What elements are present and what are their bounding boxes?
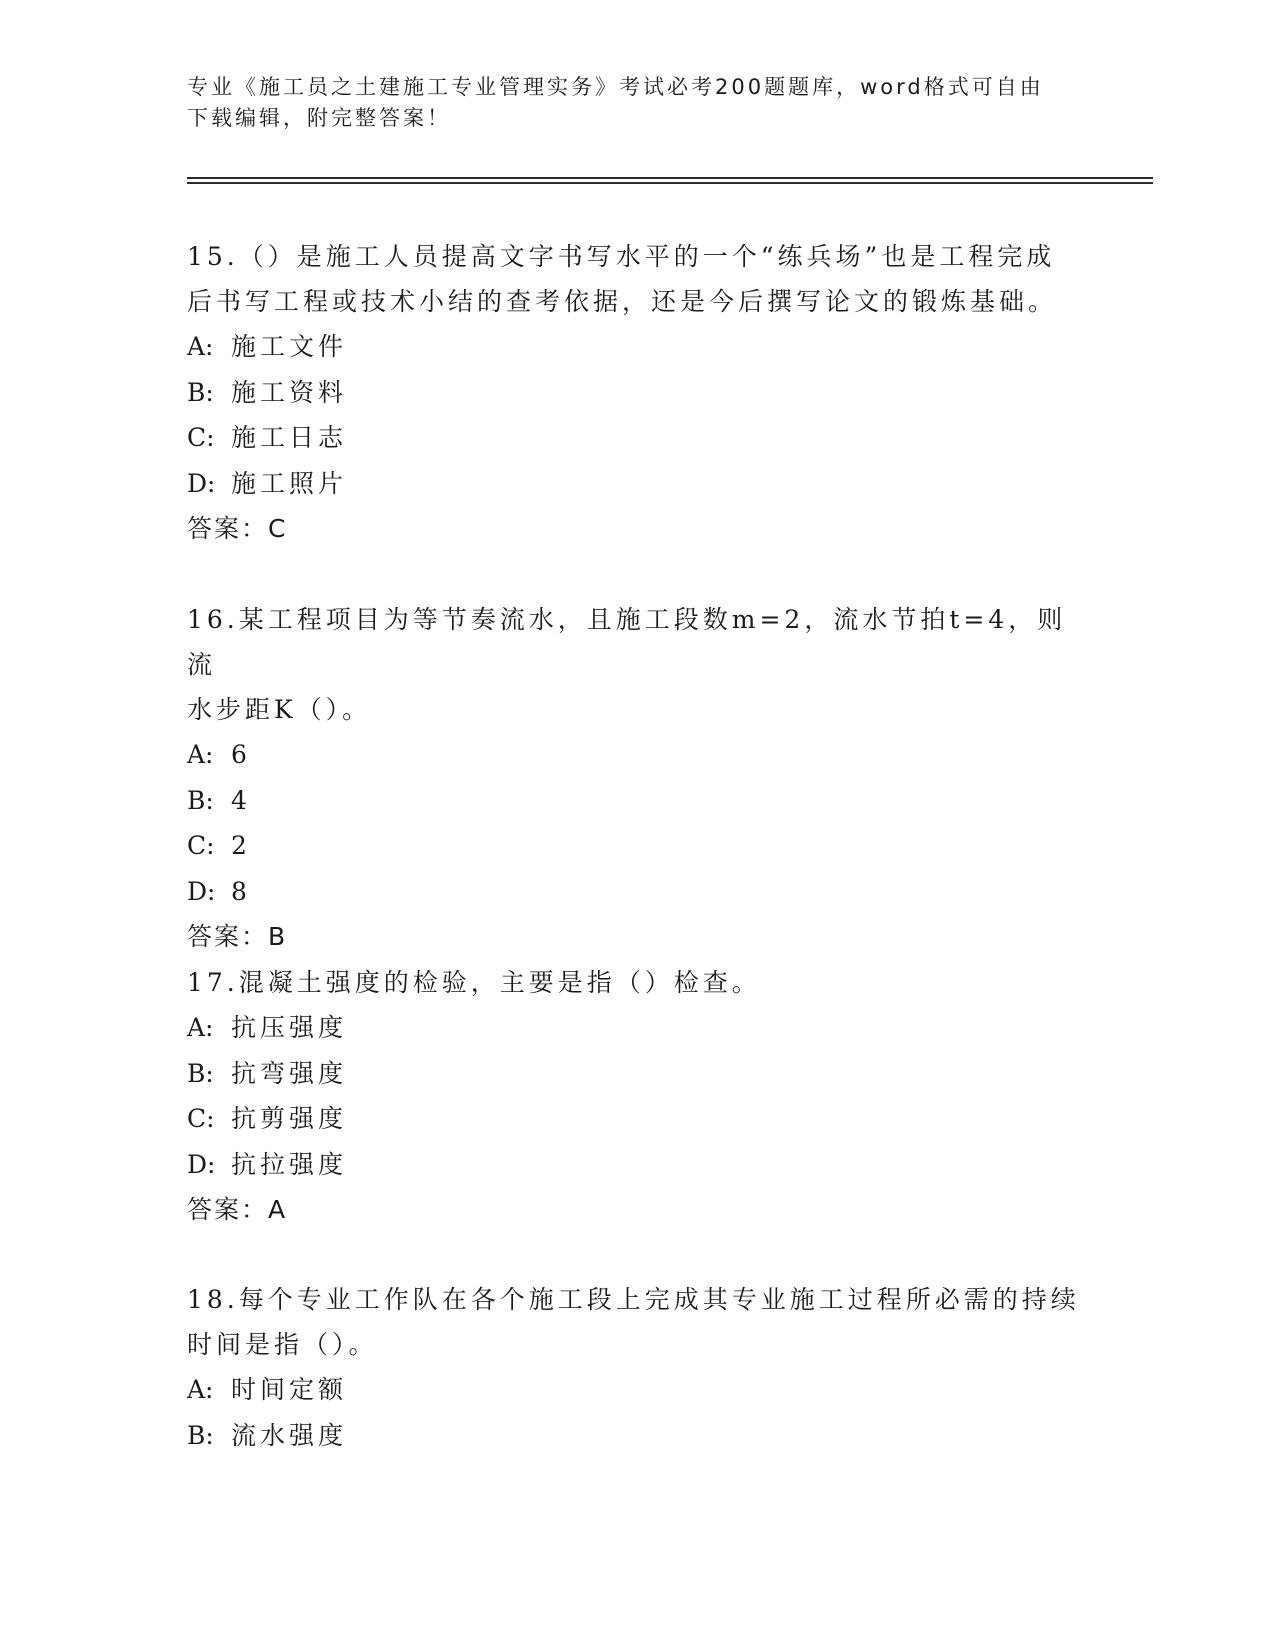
- option-label: A:: [187, 332, 214, 361]
- option-text: 施工照片: [231, 468, 348, 498]
- option-b: [187, 1413, 1087, 1459]
- option-text: 8: [231, 876, 251, 906]
- question-stem: [187, 234, 1087, 324]
- question-stem: [187, 597, 1087, 732]
- header-line-1: 专业《施工员之土建施工专业管理实务》考试必考200题题库，word格式可自由: [187, 75, 1044, 99]
- document-header: [187, 72, 1067, 134]
- option-text: 流水强度: [231, 1420, 348, 1450]
- option-text: 施工文件: [231, 332, 348, 361]
- option-label: B:: [187, 1058, 214, 1088]
- option-c: [187, 1096, 1087, 1142]
- option-label: C:: [187, 1104, 215, 1133]
- option-d: [187, 1142, 1087, 1188]
- option-a: [187, 324, 1087, 370]
- option-c: [187, 823, 1087, 869]
- question-stem: [187, 1277, 1087, 1367]
- header-divider-bottom: [187, 182, 1153, 184]
- option-b: [187, 370, 1087, 416]
- option-d: [187, 461, 1087, 507]
- option-label: C:: [187, 831, 215, 860]
- option-a: [187, 732, 1087, 778]
- question-stem: [187, 960, 1087, 1005]
- option-label: D:: [187, 1149, 216, 1179]
- option-c: [187, 415, 1087, 461]
- option-text: 4: [231, 785, 251, 815]
- option-label: A:: [187, 740, 214, 769]
- stem-line: 18.每个专业工作队在各个施工段上完成其专业施工过程所必需的持续: [187, 1285, 1080, 1314]
- question-17: [187, 960, 1087, 1232]
- stem-line: 时间是指（）。: [187, 1330, 378, 1359]
- option-label: A:: [187, 1013, 214, 1042]
- option-text: 施工资料: [231, 377, 348, 407]
- option-label: D:: [187, 468, 216, 498]
- option-b: [187, 1051, 1087, 1097]
- option-text: 抗压强度: [231, 1013, 348, 1042]
- header-line-2: 下载编辑，附完整答案！: [187, 106, 451, 130]
- option-text: 抗弯强度: [231, 1058, 348, 1088]
- option-label: D:: [187, 876, 216, 906]
- answer-line: 答案：C: [187, 514, 288, 543]
- option-label: C:: [187, 423, 215, 452]
- stem-line: 后书写工程或技术小结的查考依据，还是今后撰写论文的锻炼基础。: [187, 287, 1058, 316]
- question-15: [187, 234, 1087, 551]
- option-a: [187, 1005, 1087, 1051]
- option-d: [187, 869, 1087, 915]
- option-label: A:: [187, 1375, 214, 1404]
- option-label: B:: [187, 1420, 214, 1450]
- stem-line: 17.混凝土强度的检验，主要是指（）检查。: [187, 968, 761, 997]
- option-text: 时间定额: [231, 1375, 348, 1404]
- stem-line: 水步距K（）。: [187, 695, 372, 724]
- option-text: 6: [231, 740, 251, 769]
- option-label: B:: [187, 785, 214, 815]
- option-text: 2: [231, 831, 251, 860]
- header-divider-top: [187, 177, 1153, 179]
- option-b: [187, 778, 1087, 824]
- answer-line: 答案：B: [187, 922, 288, 951]
- option-a: [187, 1367, 1087, 1413]
- question-16: [187, 597, 1087, 959]
- stem-line: 15.（）是施工人员提高文字书写水平的一个“练兵场”也是工程完成: [187, 242, 1056, 271]
- stem-line: 16.某工程项目为等节奏流水，且施工段数m=2，流水节拍t=4，则流: [187, 605, 1067, 679]
- answer-line: 答案：A: [187, 1195, 288, 1224]
- question-18: [187, 1277, 1087, 1458]
- option-label: B:: [187, 377, 214, 407]
- option-text: 抗剪强度: [231, 1104, 348, 1133]
- option-text: 抗拉强度: [231, 1149, 348, 1179]
- option-text: 施工日志: [231, 423, 348, 452]
